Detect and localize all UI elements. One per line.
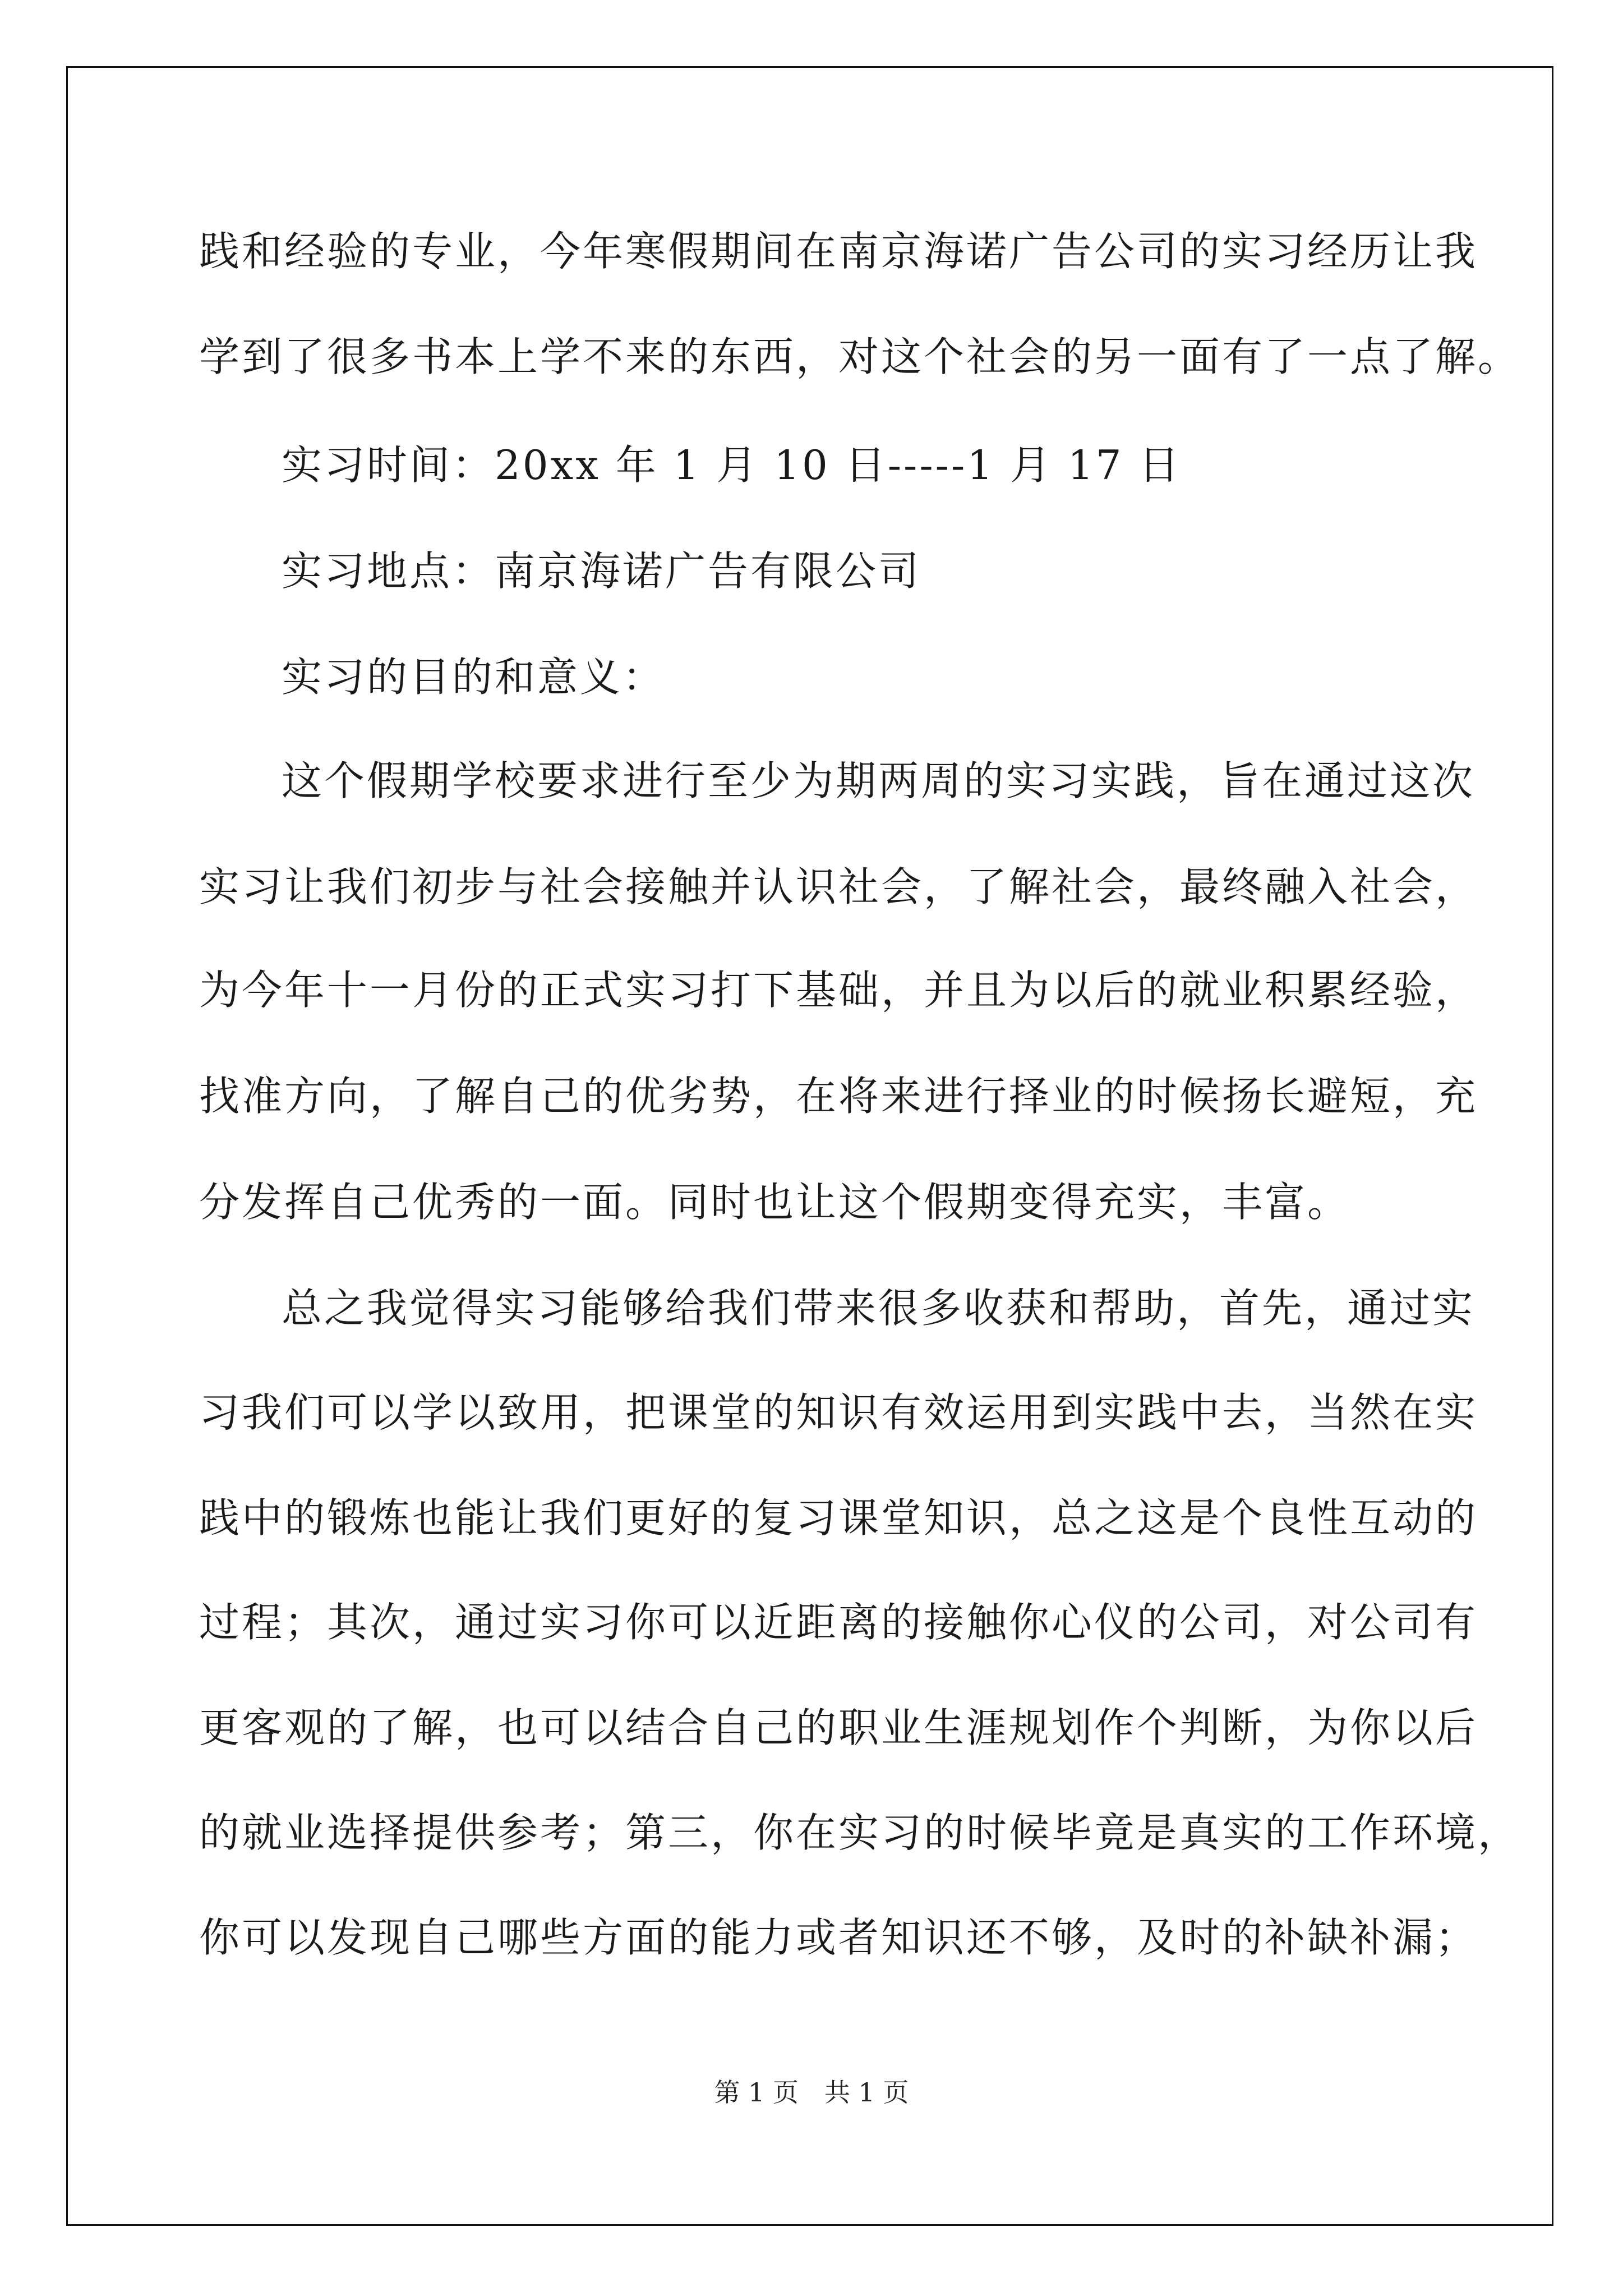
page-border bbox=[66, 66, 1553, 2226]
text-line: 这个假期学校要求进行至少为期两周的实习实践，旨在通过这次 bbox=[282, 757, 1476, 804]
text-line: 总之我觉得实习能够给我们带来很多收获和帮助，首先，通过实 bbox=[282, 1285, 1476, 1332]
page-footer: 第 1 页 共 1 页 bbox=[714, 2077, 909, 2108]
text-line: 你可以发现自己哪些方面的能力或者知识还不够，及时的补缺补漏； bbox=[199, 1914, 1478, 1961]
text-line: 习我们可以学以致用，把课堂的知识有效运用到实践中去，当然在实 bbox=[199, 1389, 1478, 1436]
text-line: 为今年十一月份的正式实习打下基础，并且为以后的就业积累经验， bbox=[199, 967, 1478, 1014]
text-line: 实习时间：20xx 年 1 月 10 日-----1 月 17 日 bbox=[282, 441, 1182, 489]
text-line: 践中的锻炼也能让我们更好的复习课堂知识，总之这是个良性互动的 bbox=[199, 1494, 1478, 1542]
text-line: 实习的目的和意义： bbox=[282, 654, 666, 701]
text-line: 过程；其次，通过实习你可以近距离的接触你心仪的公司，对公司有 bbox=[199, 1599, 1478, 1646]
text-line: 更客观的了解，也可以结合自己的职业生涯规划作个判断，为你以后 bbox=[199, 1704, 1478, 1751]
text-line: 找准方向，了解自己的优劣势，在将来进行择业的时候扬长避短，充 bbox=[199, 1073, 1478, 1120]
text-line: 实习让我们初步与社会接触并认识社会，了解社会，最终融入社会， bbox=[199, 863, 1478, 910]
text-line: 学到了很多书本上学不来的东西，对这个社会的另一面有了一点了解。 bbox=[199, 333, 1521, 380]
text-line: 的就业选择提供参考；第三，你在实习的时候毕竟是真实的工作环境， bbox=[199, 1809, 1521, 1856]
text-line: 分发挥自己优秀的一面。同时也让这个假期变得充实，丰富。 bbox=[199, 1179, 1350, 1226]
text-line: 践和经验的专业，今年寒假期间在南京海诺广告公司的实习经历让我 bbox=[199, 228, 1478, 275]
text-line: 实习地点：南京海诺广告有限公司 bbox=[282, 547, 921, 595]
